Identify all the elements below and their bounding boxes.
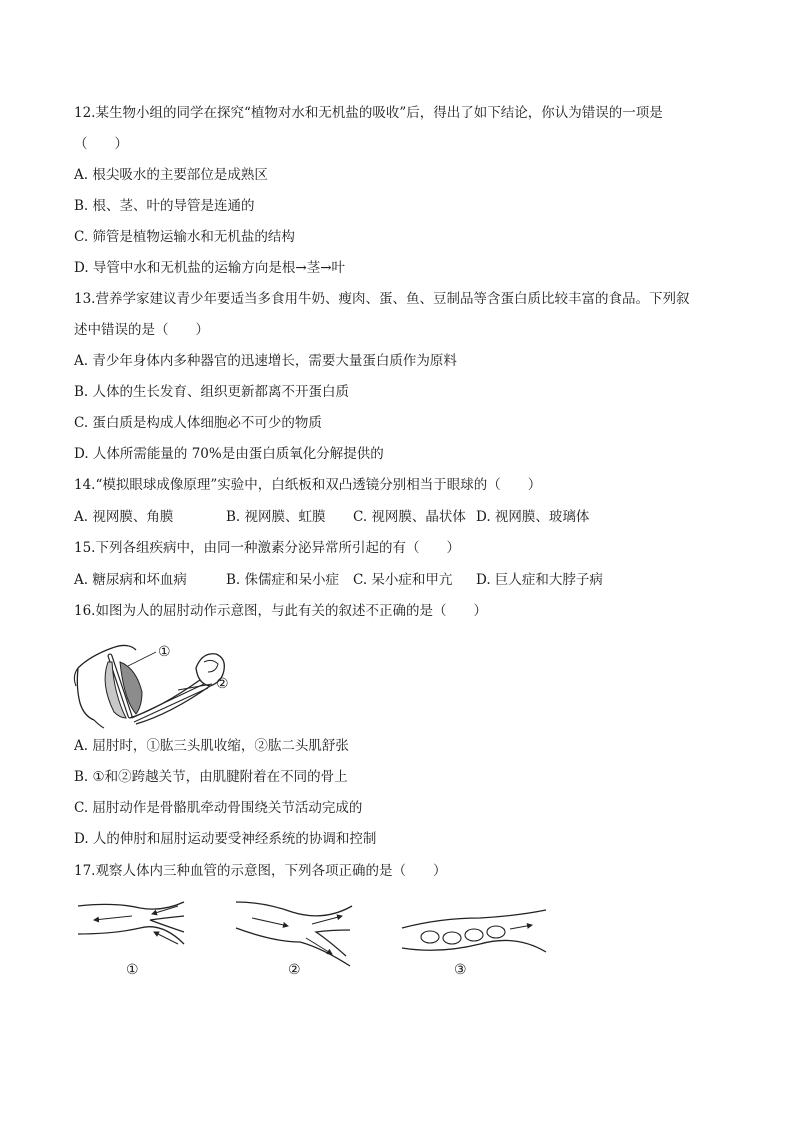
q13-option-d: D. 人体所需能量的 70%是由蛋白质氧化分解提供的 [74,446,384,462]
vessel-label-2: ② [288,962,301,978]
q15-options [74,571,603,589]
q16-option-d: D. 人的伸肘和屈肘运动要受神经系统的协调和控制 [74,831,377,847]
q15-option-d: D. 巨人症和大脖子病 [476,572,603,588]
q12-option-c: C. 筛管是植物运输水和无机盐的结构 [74,229,295,245]
q14-stem: 14.“模拟眼球成像原理”实验中，白纸板和双凸透镜分别相当于眼球的（ ） [74,477,542,493]
q16-option-a: A. 屈肘时，①肱三头肌收缩，②肱二头肌舒张 [74,738,349,754]
vessel-label-1: ① [126,962,139,978]
q16-stem: 16.如图为人的屈肘动作示意图，与此有关的叙述不正确的是（ ） [74,603,487,619]
q12-option-b: B. 根、茎、叶的导管是连通的 [74,198,255,214]
q14-option-d: D. 视网膜、玻璃体 [476,509,590,525]
q12-option-d: D. 导管中水和无机盐的运输方向是根→茎→叶 [74,260,346,276]
q17-stem: 17.观察人体内三种血管的示意图，下列各项正确的是（ ） [74,863,447,879]
q13-stem-line2: 述中错误的是（ ） [74,322,209,338]
q16-option-b: B. ①和②跨越关节，由肌腱附着在不同的骨上 [74,769,348,785]
q12-option-a: A. 根尖吸水的主要部位是成熟区 [74,167,268,183]
q15-option-a: A. 糖尿病和坏血病 [74,572,187,588]
q15-option-c: C. 呆小症和甲亢 [353,572,453,588]
q13-option-a: A. 青少年身体内多种器官的迅速增长，需要大量蛋白质作为原料 [74,353,457,369]
q13-option-c: C. 蛋白质是构成人体细胞必不可少的物质 [74,415,322,431]
q13-option-b: B. 人体的生长发育、组织更新都离不开蛋白质 [74,384,350,400]
blood-vessel-diagram-1 [74,898,186,960]
q15-stem: 15.下列各组疾病中，由同一种激素分泌异常所引起的有（ ） [74,540,460,556]
q14-option-a: A. 视网膜、角膜 [74,509,174,525]
blood-vessel-diagram-3 [400,908,550,960]
q15-option-b: B. 侏儒症和呆小症 [226,572,340,588]
vessel-label-3: ③ [454,962,467,978]
q14-options [74,508,589,526]
q12-stem: 12.某生物小组的同学在探究“植物对水和无机盐的吸收”后，得出了如下结论，你认为错误的一项是 [74,105,663,121]
figure-label-2: ② [216,676,229,692]
q16-option-c: C. 屈肘动作是骨骼肌牵动骨围绕关节活动完成的 [74,800,363,816]
figure-label-1: ① [158,644,171,660]
q13-stem-line1: 13.营养学家建议青少年要适当多食用牛奶、瘦肉、蛋、鱼、豆制品等含蛋白质比较丰富的食品。下列叙 [74,291,690,307]
q12-bracket: （ ） [74,136,128,152]
blood-vessel-diagram-2 [234,898,354,970]
q14-option-b: B. 视网膜、虹膜 [226,509,326,525]
q14-option-c: C. 视网膜、晶状体 [353,509,466,525]
